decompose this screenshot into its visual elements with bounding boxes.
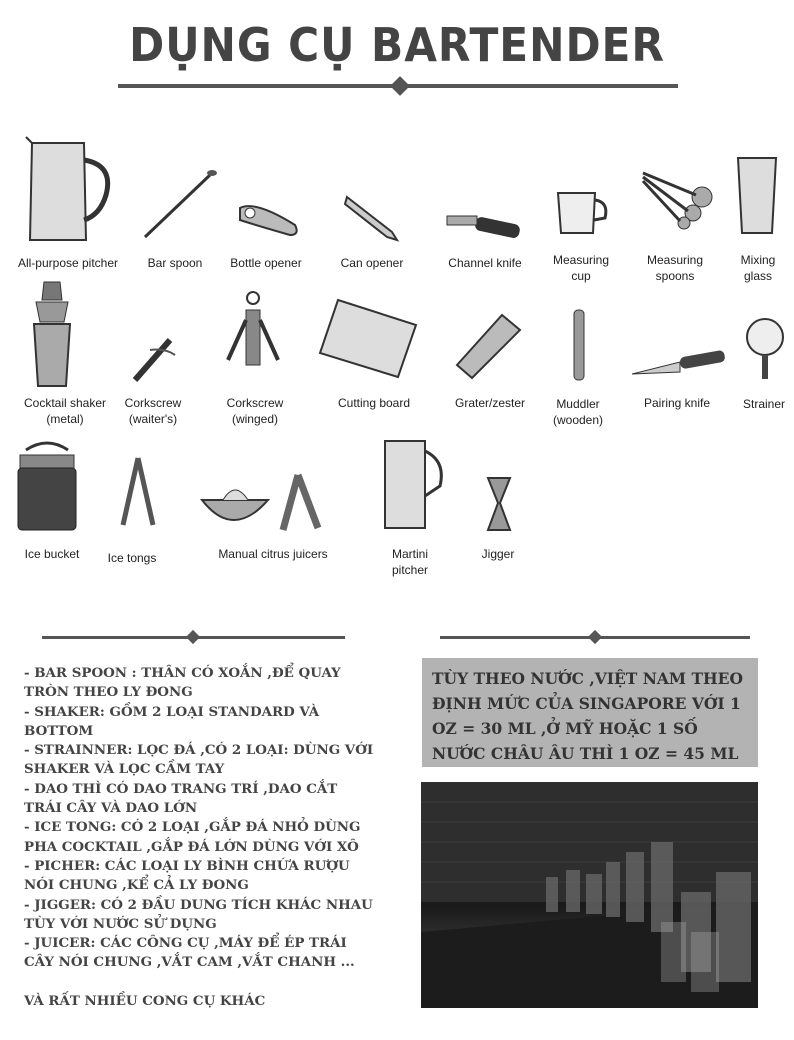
bar-spoon-icon	[140, 165, 220, 245]
note-line: CÂY NÓI CHUNG ,VẮT CAM ,VẮT CHANH ...	[24, 954, 355, 971]
tool-label-line: (waiter's)	[128, 412, 178, 426]
tool-label	[647, 252, 703, 284]
tool-label	[392, 546, 428, 578]
measuring-spoons-icon	[638, 165, 718, 240]
ice-tongs-icon	[118, 455, 158, 530]
tool-label-line: Mixing	[740, 253, 776, 267]
tool-label: Jigger	[481, 547, 515, 561]
ice-bucket-icon	[14, 440, 80, 535]
tool-label	[553, 252, 609, 284]
tool-label: Ice bucket	[24, 547, 80, 561]
note-line: - BAR SPOON : THÂN CÓ XOẮN ,ĐỂ QUAY	[24, 665, 341, 681]
paring-knife-icon	[630, 348, 728, 380]
martini-pitcher-icon	[380, 436, 450, 531]
note-line: TRÒN THEO LY ĐONG	[24, 684, 193, 701]
winged-corkscrew-icon	[222, 290, 284, 385]
tool-label-line: Cocktail shaker	[23, 396, 107, 410]
tool-label-line: Measuring	[552, 253, 610, 267]
muddler-icon	[570, 308, 588, 383]
note-line: PHA COCKTAIL ,GẮP ĐÁ LỚN DÙNG VỚI XÔ	[24, 838, 359, 855]
mixing-glass-icon	[736, 155, 780, 237]
tool-label	[24, 395, 106, 427]
tool-label-line: Martini	[391, 547, 428, 561]
bottle-opener-icon	[235, 200, 305, 240]
tool-label: Cutting board	[337, 396, 411, 410]
info-line: ĐỊNH MỨC CỦA SINGAPORE VỚI 1	[432, 694, 741, 713]
tool-label-line: spoons	[655, 269, 695, 283]
note-line: - JIGGER: CÓ 2 ĐẦU DUNG TÍCH KHÁC NHAU	[24, 896, 373, 913]
tool-label: Grater/zester	[454, 396, 526, 410]
tool-label: Pairing knife	[643, 396, 711, 410]
measuring-cup-icon	[553, 188, 611, 240]
divider-ornament	[588, 630, 602, 644]
tool-label: All-purpose pitcher	[17, 256, 119, 270]
note-line: - STRAINNER: LỌC ĐÁ ,CÓ 2 LOẠI: DÙNG VỚI	[24, 742, 374, 759]
tool-label-line: Corkscrew	[124, 396, 182, 410]
tool-label: Ice tongs	[107, 551, 157, 565]
note-line: - DAO THÌ CÓ DAO TRANG TRÍ ,DAO CẮT	[24, 780, 338, 797]
bar-glassware-illustration	[421, 782, 758, 1008]
tool-label-line: Muddler	[556, 397, 600, 411]
tool-label-line: cup	[571, 269, 591, 283]
tool-label-line: pitcher	[391, 563, 429, 577]
divider-ornament	[186, 630, 200, 644]
tool-notes	[24, 664, 374, 1011]
tool-label: Channel knife	[448, 256, 522, 270]
note-line: - PICHER: CÁC LOẠI LY BÌNH CHỨA RƯỢU	[24, 857, 350, 874]
title-ornament	[390, 76, 410, 96]
note-line: TRÁI CÂY VÀ DAO LỚN	[24, 800, 198, 817]
can-opener-icon	[342, 192, 402, 244]
note-line: TÙY VỚI NƯỚC SỬ DỤNG	[24, 915, 217, 932]
tool-label	[227, 395, 284, 427]
jigger-icon	[484, 475, 514, 533]
info-line: NƯỚC CHÂU ÂU THÌ 1 OZ = 45 ML	[432, 744, 739, 763]
info-line: OZ = 30 ML ,Ở MỸ HOẶC 1 SỐ	[432, 719, 698, 738]
tool-label	[741, 252, 776, 284]
tool-label-line: glass	[743, 269, 772, 283]
note-line: VÀ RẤT NHIỀU CONG CỤ KHÁC	[24, 992, 266, 1009]
cocktail-shaker-icon	[28, 280, 76, 390]
bar-photo	[421, 782, 758, 1008]
grater-icon	[452, 310, 524, 380]
note-line: - ICE TONG: CÓ 2 LOẠI ,GẮP ĐÁ NHỎ DÙNG	[24, 819, 361, 836]
measurement-info-box	[422, 658, 758, 767]
tool-label: Can opener	[340, 256, 404, 270]
tool-label: Bar spoon	[147, 256, 203, 270]
pitcher-icon	[22, 135, 117, 250]
note-spacer	[24, 973, 374, 992]
note-line: - SHAKER: GỒM 2 LOẠI STANDARD VÀ	[24, 703, 320, 720]
tool-label-line: (metal)	[46, 412, 84, 426]
tool-label	[553, 396, 603, 428]
citrus-juicers-icon	[198, 470, 328, 535]
strainer-icon	[740, 315, 790, 383]
cutting-board-icon	[318, 295, 420, 383]
channel-knife-icon	[445, 210, 525, 245]
page-title: DỤNG CỤ BARTENDER	[129, 18, 665, 72]
note-line: - JUICER: CÁC CÔNG CỤ ,MÁY ĐỂ ÉP TRÁI	[24, 935, 347, 952]
tool-label-line: Measuring	[646, 253, 704, 267]
tool-label: Bottle opener	[230, 256, 302, 270]
info-line: TÙY THEO NƯỚC ,VIỆT NAM THEO	[432, 669, 743, 688]
waiters-corkscrew-icon	[130, 330, 180, 385]
tool-label-line: Corkscrew	[226, 396, 284, 410]
tool-label: Strainer	[742, 397, 786, 411]
tool-label	[125, 395, 182, 427]
note-line: BOTTOM	[24, 722, 94, 739]
tool-label-line: (winged)	[231, 412, 279, 426]
note-line: SHAKER VÀ LỌC CẦM TAY	[24, 761, 225, 778]
note-line: NÓI CHUNG ,KỂ CẢ LY ĐONG	[24, 877, 249, 894]
tool-label: Manual citrus juicers	[218, 547, 328, 561]
tool-label-line: (wooden)	[552, 413, 604, 427]
